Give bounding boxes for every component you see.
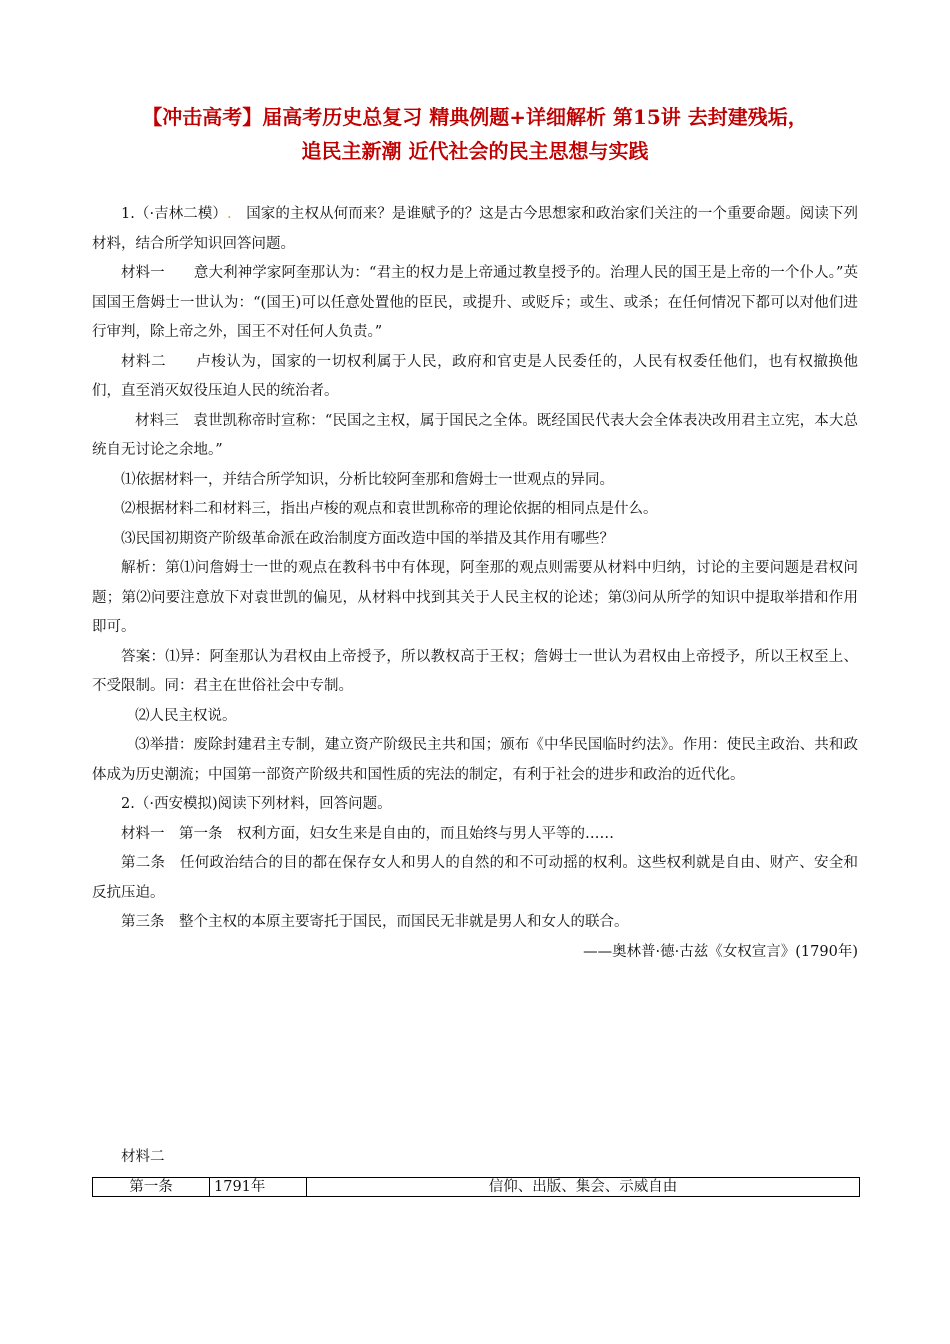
table-cell-article: 第一条 [93, 1177, 210, 1196]
q2-material-2-label: 材料二 [121, 1149, 165, 1165]
table-row [93, 1177, 860, 1196]
table-cell-content: 信仰、出版、集会、示威自由 [307, 1177, 860, 1196]
q1-answer-2: ⑵人民主权说。 [135, 707, 237, 724]
rights-table [92, 1177, 860, 1197]
title-line-2: 追民主新潮 近代社会的民主思想与实践 [301, 139, 649, 163]
q1-material-1: 材料一 意大利神学家阿奎那认为：“君主的权力是上帝通过教皇授予的。治理人民的国王是上帝的一个仆人。”英国国王詹姆士一世认为：“(国王)可以任意处置他的臣民，或提升、或贬斥；或生、或杀；在任何情况下都可以对他们进行审判，除上帝之外，国王不对任何人负责。” [92, 265, 858, 340]
q1-answer-3: ⑶举措：废除封建君主专制，建立资产阶级民主共和国；颁布《中华民国临时约法》。作用：使民主政治、共和政体成为历史潮流；中国第一部资产阶级共和国性质的宪法的制定，有利于社会的进步和政治的近代化。 [92, 737, 858, 783]
q2-article-1: 材料一 第一条 权利方面，妇女生来是自由的，而且始终与男人平等的…… [121, 825, 614, 842]
document-title [60, 100, 890, 168]
q2-article-2: 第二条 任何政治结合的目的都在保存女人和男人的自然的和不可动摇的权利。这些权利就是自由、财产、安全和反抗压迫。 [92, 855, 858, 901]
q1-answer-1: 答案：⑴异：阿奎那认为君权由上帝授予，所以教权高于王权；詹姆士一世认为君权由上帝授予，所以王权至上、不受限制。同：君主在世俗社会中专制。 [92, 648, 858, 694]
q1-question-2: ⑵根据材料二和材料三，指出卢梭的观点和袁世凯称帝的理论依据的相同点是什么。 [121, 501, 658, 517]
yellow-mark: . [226, 206, 232, 222]
table-cell-year: 1791年 [210, 1177, 307, 1196]
title-line-1: 【冲击高考】届高考历史总复习 精典例题+详细解析 第15讲 去封建残垢， [142, 105, 808, 129]
document-body [92, 200, 858, 1197]
q1-question-3: ⑶民国初期资产阶级革命派在政治制度方面改造中国的举措及其作用有哪些？ [121, 530, 614, 547]
q1-question-1: ⑴依据材料一，并结合所学知识，分析比较阿奎那和詹姆士一世观点的异同。 [121, 471, 614, 488]
q1-material-3: 材料三 袁世凯称帝时宣称：“民国之主权，属于国民之全体。既经国民代表大会全体表决改用君主立宪，本大总统自无讨论之余地。” [92, 412, 858, 458]
q2-source: ——奥林普·德·古兹《女权宣言》(1790年) [583, 943, 858, 960]
q1-intro: 1.（·吉林二模）. 国家的主权从何而来？是谁赋予的？这是古今思想家和政治家们关注的一个重要命题。阅读下列材料，结合所学知识回答问题。 [92, 206, 858, 252]
q2-article-3: 第三条 整个主权的本原主要寄托于国民，而国民无非就是男人和女人的联合。 [121, 914, 629, 930]
q1-material-2: 材料二 卢梭认为，国家的一切权利属于人民，政府和官吏是人民委任的，人民有权委任他们，也有权撤换他们，直至消灭奴役压迫人民的统治者。 [92, 353, 858, 399]
q2-intro: 2.（·西安模拟)阅读下列材料，回答问题。 [121, 796, 392, 812]
q1-analysis: 解析：第⑴问詹姆士一世的观点在教科书中有体现，阿奎那的观点则需要从材料中归纳，讨论的主要问题是君权问题；第⑵问要注意放下对袁世凯的偏见，从材料中找到其关于人民主权的论述；第⑶问从所学的知识中提取举措和作用即可。 [92, 560, 858, 635]
